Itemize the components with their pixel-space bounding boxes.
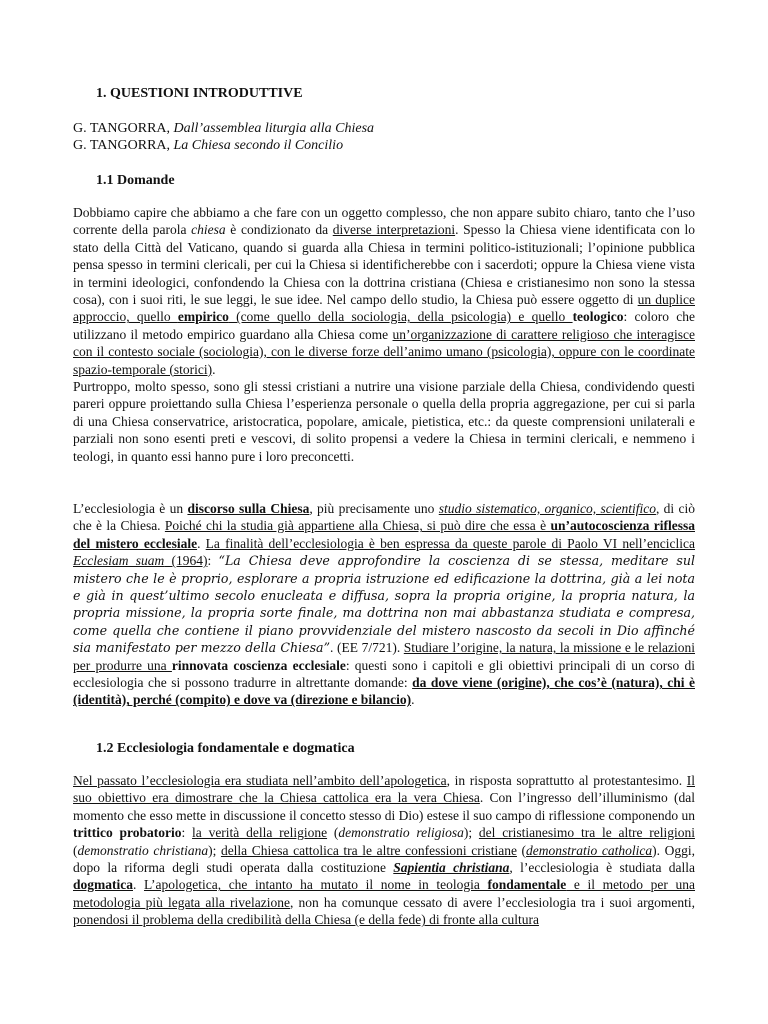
text-run: discorso sulla Chiesa [187, 501, 310, 516]
text-run: è condizionato da [225, 222, 333, 238]
text-run: ). Oggi, dopo la riforma degli studi operata dalla costituzione [73, 842, 695, 876]
text-run: Sapientia christiana [393, 860, 510, 876]
text-run: demonstratio religiosa [338, 825, 464, 841]
text-run: : [181, 825, 193, 841]
paragraph [73, 500, 695, 709]
text-run: : [207, 553, 219, 569]
text-run: demonstratio christiana [77, 842, 209, 858]
text-run: (1964) [164, 553, 208, 569]
text-run: Studiare l’origine, la natura, la missione e le relazioni per produrre una [73, 640, 695, 673]
text-run: trittico probatorio [73, 825, 182, 841]
text-run: . [133, 877, 144, 893]
text-run: Dobbiamo capire che abbiamo a che fare con un oggetto complesso, che non appare subito chiaro, tanto che l’uso corrente della parola [73, 205, 695, 238]
paragraph [73, 772, 695, 929]
text-run: . [197, 535, 206, 551]
text-run: . Spesso la Chiesa viene identificata con lo stato della Città del Vaticano, quando si guarda alla Chiesa in termini politico-istituzionali; l’opinione pubblica pensa spesso in termini clericali, per cui la Chiesa si identificherebbe con i sacerdoti; oppure la Chiesa viene vista in termini ideologici, confondendo la Chiesa con la dottrina cristiana (Chiesa e cristianesimo non sono la stessa cosa), con i suoi riti, le sue leggi, le sue idee. Nel campo dello studio, la Chiesa può essere oggetto di [73, 222, 696, 308]
text-run: rinnovata coscienza ecclesiale [171, 657, 346, 673]
reference-author: G. TANGORRA, [73, 121, 174, 136]
text-run: . [212, 361, 216, 377]
text-run: : coloro che utilizzano il metodo empirico guardano alla Chiesa come [73, 309, 696, 342]
text-run: L’ecclesiologia è un [73, 501, 188, 516]
text-run: da dove viene (origine), che cos’è (natura), chi è (identità), perché (compito) e dove va (direzione e bilancio) [73, 675, 695, 708]
text-run: la verità della religione [192, 825, 328, 841]
text-run: , più precisamente uno [309, 501, 439, 516]
text-run: : questi sono i capitoli e gli obiettivi principali di un corso di ecclesiologia che si possono tradurre in altrettante domande: [73, 657, 696, 691]
reference-1 [73, 121, 374, 137]
text-run: ponendosi il problema della credibilità della Chiesa (e della fede) di fronte alla cultura [73, 912, 539, 928]
reference-author: G. TANGORRA, [73, 138, 174, 153]
text-run: ); [463, 825, 479, 841]
text-run: ( [327, 825, 339, 841]
text-run: , non ha comunque cessato di avere l’ecclesiologia tra i suoi argomenti, [290, 894, 695, 910]
reference-title: Dall’assemblea liturgia alla Chiesa [173, 121, 375, 136]
text-run: , l’ecclesiologia è studiata dalla [509, 860, 695, 876]
text-run: studio sistematico, organico, scientifico [438, 501, 656, 516]
quote: “La Chiesa deve approfondire la coscienza di se stessa, meditare sul mistero che le è proprio, esplorare a propria istruzione ed edificazione la dottrina, già a lei nota e già in quest’ultimo secolo enucleata e diffusa, sopra la propria origine, la propria natura, la propria missione, la propria sorte finale, ma dottrina non mai abbastanza studiata e compresa, come quella che contiene il piano provvidenziale del mistero nascosto da secoli in Dio affinché sia manifestato per mezzo della Chiesa” [73, 553, 695, 656]
text-run: (come quello della sociologia, della psicologia) e quello [228, 309, 573, 325]
text-run: empirico [177, 309, 229, 325]
text-run: fondamentale [487, 877, 567, 893]
paragraph [73, 204, 695, 378]
text-run: teologico [572, 309, 624, 325]
text-run: della Chiesa cattolica tra le altre confessioni cristiane [220, 842, 517, 858]
text-run: diverse interpretazioni [332, 222, 456, 238]
text-run: un’organizzazione di carattere religioso che interagisce con il contesto sociale (sociologia), con le diverse forze dell’animo umano (psicologia), oppure con le coordinate spazio-temporale (storici) [73, 326, 695, 377]
paragraph: Purtroppo, molto spesso, sono gli stessi cristiani a nutrire una visione parziale della Chiesa, condividendo questi pareri oppure proiettando sulla Chiesa l’esperienza personale o quella della propria aggregazione, per cui si parla di una Chiesa conservatrice, aristocratica, popolare, amicale, pietistica, etc.: da queste comprensioni unilaterali e parziali non sono esenti preti e vescovi, di solito propensi a vedere la Chiesa in termini clericali, e nemmeno i teologi, in quanto essi hanno pure i loro preconcetti. [73, 379, 695, 464]
section-heading-ecclesiologia: 1.2 Ecclesiologia fondamentale e dogmatica [96, 741, 355, 756]
text-run: , di ciò che è la Chiesa. [73, 501, 695, 534]
text-run: L’apologetica, che intanto ha mutato il nome in teologia [143, 877, 488, 893]
text-run: , in risposta soprattutto al protestantesimo. [446, 773, 687, 788]
text-run: e il metodo per una metodologia più legata alla rivelazione [73, 877, 696, 910]
text-run: del cristianesimo tra le altre religioni [478, 825, 695, 841]
reference-2 [73, 138, 343, 154]
text-run: un duplice approccio, quello [73, 292, 695, 325]
text-run: Poiché chi la studia già appartiene alla Chiesa, si può dire che essa è [164, 518, 551, 534]
text-run: La finalità dell’ecclesiologia è ben espressa da queste parole di Paolo VI nell’enciclica [205, 535, 696, 551]
text-run: Nel passato l’ecclesiologia era studiata nell’ambito dell’apologetica [73, 773, 447, 788]
text-run: . [411, 692, 415, 708]
text-run: demonstratio catholica [526, 842, 653, 858]
text-run: dogmatica [73, 877, 133, 893]
section-2-body [73, 772, 695, 929]
section-1-ecclesiology [73, 500, 695, 709]
text-run: chiesa [191, 222, 226, 238]
text-run: ( [73, 842, 78, 858]
text-run: Il suo obiettivo era dimostrare che la Chiesa cattolica era la vera Chiesa [73, 773, 696, 806]
section-1-body [73, 204, 695, 465]
text-run: . (EE 7/721). [330, 640, 404, 656]
text-run: ); [208, 842, 221, 858]
text-run: ( [516, 842, 527, 858]
text-run: . Con l’ingresso dell’illuminismo (dal momento che esso mette in discussione il concetto stesso di Dio) estese il suo campo di riflessione componendo un [73, 790, 696, 823]
chapter-heading: 1. QUESTIONI INTRODUTTIVE [96, 86, 303, 101]
section-heading-domande: 1.1 Domande [96, 173, 175, 188]
reference-title: La Chiesa secondo il Concilio [173, 138, 344, 153]
text-run: un’autocoscienza riflessa del mistero ecclesiale [73, 518, 695, 551]
text-run: Ecclesiam suam [73, 553, 165, 569]
